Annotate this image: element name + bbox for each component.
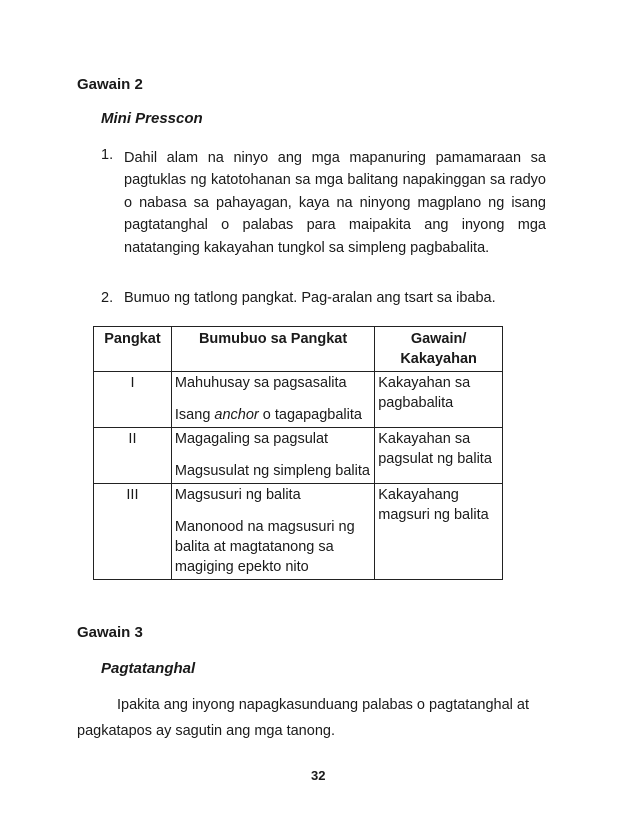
gawain-3-title: Gawain 3	[77, 624, 143, 641]
members-cell	[171, 428, 374, 484]
table-header-row	[94, 327, 503, 372]
task-cell: Kakayahan sa pagbabalita	[375, 372, 503, 428]
table-row	[94, 428, 503, 484]
members-cell	[171, 372, 374, 428]
member-line: Magsusuri ng balita	[174, 487, 301, 503]
header-gawain: Gawain/ Kakayahan	[375, 327, 503, 372]
groups-table	[93, 326, 503, 580]
gawain-2-title: Gawain 2	[77, 76, 143, 93]
task-cell: Kakayahang magsuri ng balita	[375, 484, 503, 580]
group-cell: II	[94, 428, 172, 484]
table-row	[94, 484, 503, 580]
member-line: Mahuhusay sa pagsasalita	[174, 375, 347, 391]
header-bumubuo: Bumubuo sa Pangkat	[171, 327, 374, 372]
member-line: Isang anchor o tagapagbalita	[174, 407, 362, 423]
table-row	[94, 372, 503, 428]
group-cell: III	[94, 484, 172, 580]
gawain-3-subtitle: Pagtatanghal	[101, 660, 196, 677]
item-1-text: Dahil alam na ninyo ang mga mapanuring pamamaraan sa pagtuklas ng katotohanan sa mga balitang napakinggan sa radyo o nabasa sa pahayagan, kaya na ninyong magplano ng isang pagtatanghal o palabas para maipakita ang inyong mga natatanging kakayahan tungkol sa simpleng pagbabalita.	[124, 150, 546, 256]
item-1-number: 1.	[101, 147, 114, 163]
header-pangkat: Pangkat	[94, 327, 172, 372]
gawain-2-subtitle: Mini Presscon	[101, 110, 203, 127]
item-2-text: Bumuo ng tatlong pangkat. Pag-aralan ang tsart sa ibaba.	[124, 290, 496, 306]
member-line: Manonood na magsusuri ng balita at magtatanong sa magiging epekto nito	[174, 519, 355, 575]
group-cell: I	[94, 372, 172, 428]
page-number: 32	[311, 768, 326, 783]
member-line: Magagaling sa pagsulat	[174, 431, 329, 447]
item-2-number: 2.	[101, 290, 114, 306]
task-cell: Kakayahan sa pagsulat ng balita	[375, 428, 503, 484]
members-cell	[171, 484, 374, 580]
member-line: Magsusulat ng simpleng balita	[174, 463, 370, 479]
gawain-3-paragraph: Ipakita ang inyong napagkasunduang palabas o pagtatanghal at pagkatapos ay sagutin ang mga tanong.	[77, 697, 529, 739]
